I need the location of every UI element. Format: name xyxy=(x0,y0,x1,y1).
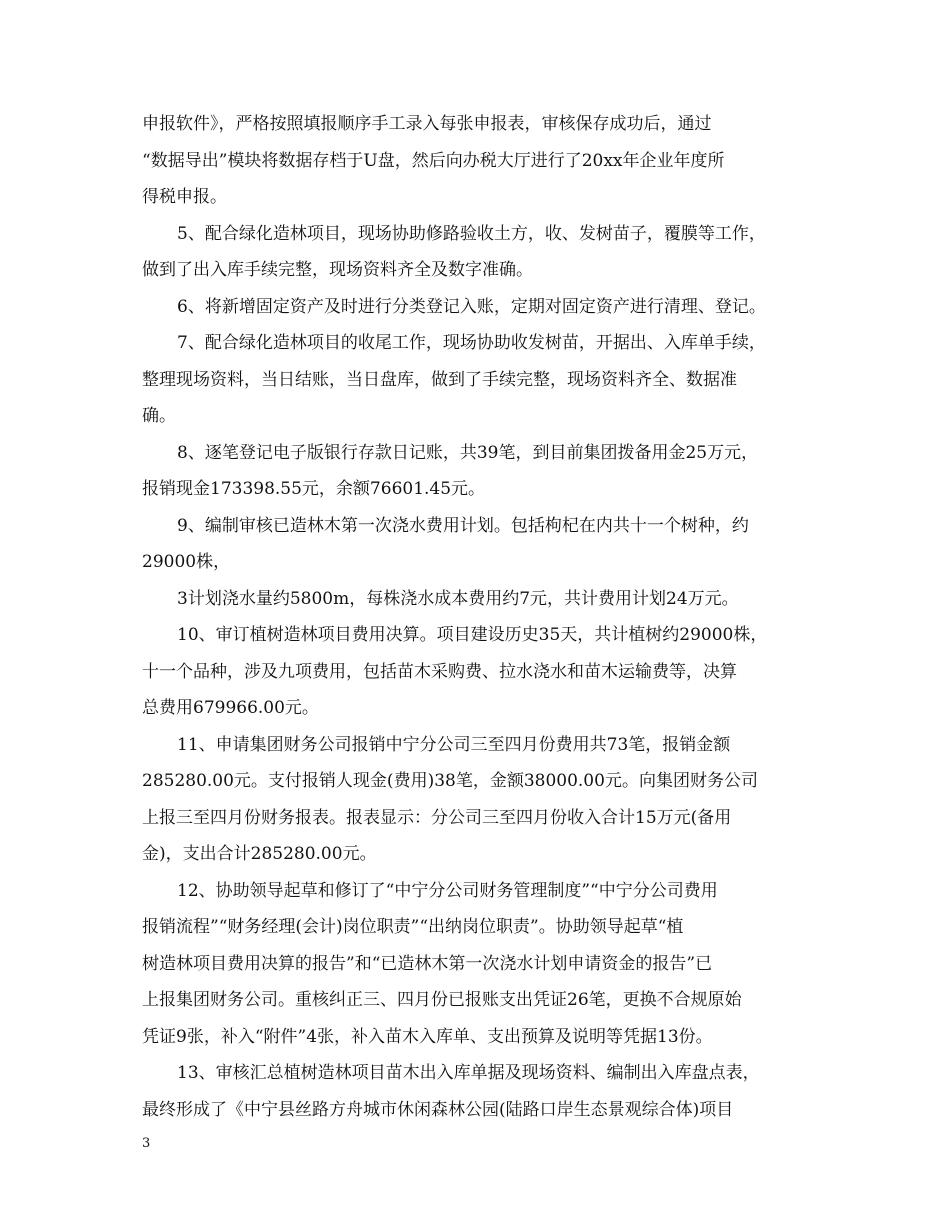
text-line: 13、审核汇总植树造林项目苗木出入库单据及现场资料、编制出入库盘点表， xyxy=(177,1063,760,1083)
text-line: 树造林项目费用决算的报告”和“已造林木第一次浇水计划申请资金的报告”已 xyxy=(142,953,713,974)
document-body xyxy=(142,106,822,1128)
text-line: 申报软件》，严格按照填报顺序手工录入每张申报表，审核保存成功后，通过 xyxy=(142,114,712,134)
text-line: 整理现场资料，当日结账，当日盘库，做到了手续完整，现场资料齐全、数据准 xyxy=(142,369,737,390)
text-line: 得税申报。 xyxy=(142,187,227,207)
text-line: 上报集团财务公司。重核纠正三、四月份已报账支出凭证26笔，更换不合规原始 xyxy=(142,990,742,1010)
text-line: 285280.00元。支付报销人现金(费用)38笔，金额38000.00元。向集团财务公司 xyxy=(142,771,758,791)
text-line: 凭证9张，补入“附件”4张，补入苗木入库单、支出预算及说明等凭据13份。 xyxy=(142,1026,713,1047)
page-number: 3 xyxy=(142,1136,151,1151)
text-line: 金)，支出合计285280.00元。 xyxy=(142,844,377,864)
text-line: “数据导出”模块将数据存档于U盘，然后向办税大厅进行了20xx年企业年度所 xyxy=(142,150,725,171)
text-line: 3计划浇水量约5800m，每株浇水成本费用约7元，共计费用计划24万元。 xyxy=(177,588,739,609)
text-line: 总费用679966.00元。 xyxy=(142,698,319,718)
text-line: 11、申请集团财务公司报销中宁分公司三至四月份费用共73笔，报销金额 xyxy=(177,734,731,755)
text-line: 确。 xyxy=(142,406,176,426)
text-line: 做到了出入库手续完整，现场资料齐全及数字准确。 xyxy=(142,260,533,280)
text-line: 5、配合绿化造林项目，现场协助修路验收土方，收、发树苗子，覆膜等工作， xyxy=(177,223,766,244)
text-line: 报销现金173398.55元，余额76601.45元。 xyxy=(142,479,486,499)
text-line: 29000株， xyxy=(142,552,231,572)
text-line: 8、逐笔登记电子版银行存款日记账，共39笔，到目前集团拨备用金25万元， xyxy=(177,442,759,463)
text-line: 6、将新增固定资产及时进行分类登记入账，定期对固定资产进行清理、登记。 xyxy=(177,296,766,317)
text-line: 12、协助领导起草和修订了“中宁分公司财务管理制度”“中宁分公司费用 xyxy=(177,880,718,901)
text-line: 10、审订植树造林项目费用决算。项目建设历史35天，共计植树约29000株， xyxy=(177,625,768,645)
text-line: 9、编制审核已造林木第一次浇水费用计划。包括枸杞在内共十一个树种，约 xyxy=(177,515,749,536)
text-line: 十一个品种，涉及九项费用，包括苗木采购费、拉水浇水和苗木运输费等，决算 xyxy=(142,661,737,682)
text-line: 上报三至四月份财务报表。报表显示：分公司三至四月份收入合计15万元(备用 xyxy=(142,807,732,828)
text-line: 7、配合绿化造林项目的收尾工作，现场协助收发树苗，开据出、入库单手续， xyxy=(177,333,766,353)
text-line: 报销流程”“财务经理(会计)岗位职责”“出纳岗位职责”。协助领导起草“植 xyxy=(142,917,684,937)
text-line: 最终形成了《中宁县丝路方舟城市休闲森林公园(陆路口岸生态景观综合体)项目 xyxy=(142,1099,734,1120)
